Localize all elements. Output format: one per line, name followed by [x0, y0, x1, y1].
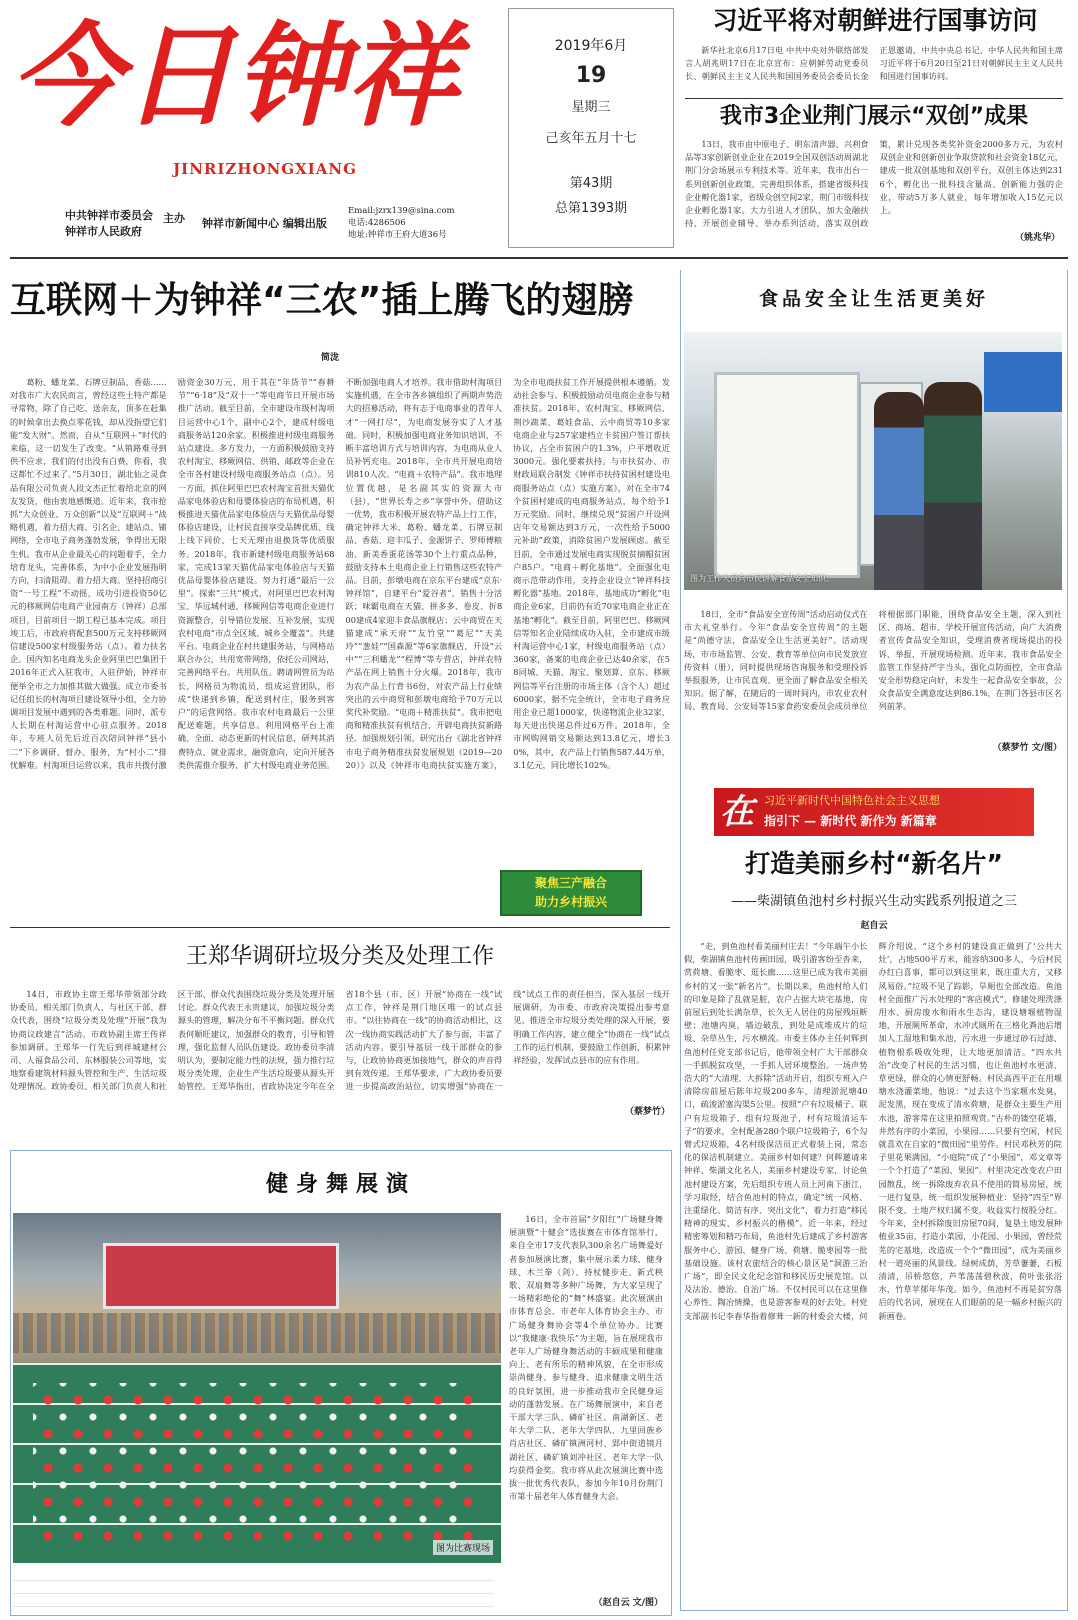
- author-village: 赵自云: [860, 921, 888, 931]
- divider-under-masthead: [10, 257, 1068, 259]
- date-lunar: 己亥年五月十七: [545, 131, 637, 146]
- issue-number: 第43期: [569, 176, 613, 191]
- dance-photo-caption: 图为比赛现场: [433, 1540, 493, 1555]
- article-dance-body: 16日，全市首届“夕阳红”广场健身舞展演暨“十健会”选拔赛在市体育馆举行，来自全市17支代表队300余名广场舞爱好者参加展演比赛，集中展示柔力球、健身球、木兰拳（剑）、持杖健步走、新式秧歌、双扇舞等多种广场舞，为大家呈现了一场精彩绝伦的“舞”林盛宴。此次展演由市体育总会、市老年人体育协会主办、市广场健身舞协会等4个单位协办。比赛以“我健康·我快乐”为主题，旨在展现我市老年人广场健身舞活动的丰硕成果和健康向上、老有所乐的精神风貌，在全市形成崇尚健身、参与健身、追求健康文明生活的良好氛围，进一步推动我市全民健身运动的蓬勃发展。在广场舞展演中，来自老干部大学三队、磷矿社区、南湖新区、老年大学二队、老年大学四队、九里回族乡肖店社区、磷矿镇洲河村、郢中街道镜月湖社区、磷矿镇刘冲社区、老年大学一队均获得金奖。我市将从此次展演比赛中选拔一批优秀代表队，参加今年10月份荆门市第十届老年人体育健身大会。: [509, 1214, 663, 1502]
- food-safety-photo: [684, 332, 1062, 590]
- headline-main: 互联网＋为钟祥“三农”插上腾飞的翅膀: [10, 280, 634, 321]
- total-issue-number: 总第1393期: [554, 201, 628, 216]
- subheadline-village: ——柴湖镇鱼池村乡村振兴生动实践系列报道之三: [730, 894, 1017, 909]
- date-year-month: 2019年6月: [554, 38, 628, 54]
- sponsor-2: 钟祥市人民政府: [65, 225, 142, 238]
- dance-frame: [10, 1150, 672, 1616]
- contact-email: Email:jzrx139@sina.com: [348, 206, 455, 216]
- byline-innovation: （姚兆华）: [1014, 233, 1060, 243]
- article-garbage: [10, 988, 670, 1118]
- sponsor-1: 中共钟祥市委员会: [65, 209, 153, 222]
- dance-stage-banner: [103, 1243, 339, 1309]
- article-dance-right: [509, 1213, 663, 1563]
- dance-crowd-stands: [13, 1313, 501, 1353]
- article-village: [684, 940, 1062, 1606]
- headline-food-safety: 食品安全让生活更美好: [758, 288, 989, 310]
- food-person-2: [924, 382, 982, 590]
- article-xi-visit: [685, 44, 1063, 96]
- series-banner-char: 在: [720, 792, 754, 832]
- badge-three-industries: [500, 870, 642, 916]
- publisher: 钟祥市新闻中心 编辑出版: [202, 217, 327, 230]
- author-main: 简泷: [320, 353, 339, 363]
- article-xi-visit-body: 新华社北京6月17日电 中共中央对外联络部发言人胡兆明17日在北京宣布：应朝鲜劳动党委员长、朝鲜民主主义人民共和国国务委员会委员长金正恩邀请，中共中央总书记、中华人民共和国主席习近平将于6月20日至21日对朝鲜民主主义人民共和国进行国事访问。: [685, 45, 1063, 82]
- article-innovation: [685, 138, 1063, 244]
- dance-performers: [33, 1383, 473, 1543]
- food-person-1: [874, 392, 924, 590]
- series-banner-line-1: 习近平新时代中国特色社会主义思想: [764, 794, 940, 807]
- article-village-body: “走，到鱼池村看美丽村庄去！”今年端午小长假，柴湖镇鱼池村传画田园，吸引游客纷至沓来，赏荷塘、看脆枣、逛长廊……这里已成为我市美丽乡村的又一张“新名片”。长期以来，鱼池村给人们的印象是除了乱就是脏，农户占据大块宅基地，房前屋后到处长满杂草，长久无人居住的房屋残垣断壁；池塘内臭，墙边破乱，到处是成堆成片的垃圾、杂草丛生，污水横流。市委主体办主任何辉到鱼池村任党支部书记后，他带领全村广大干部群众一手抓脱贫攻坚，一手抓人居环境整治。一场声势浩大的“大清理、大拆除”活动开启，组织专班入户清除房前屋后陈年垃圾200多车，清理淤泥塘40口，疏浚淤塞沟渠5公里。按照“户有垃圾桶子、联户有垃圾箱子、组有垃圾池子，村有垃圾清运车子”的要求，全村配备280个联户垃圾箱子，6个勾臂式垃圾箱，4名村级保洁员正式着装上岗，常态化的保洁机制建立。美丽乡村如何建？何辉邀请来钟祥、柴湖文化名人，美丽乡村建设专家，讨论鱼池村建设方案，先后组织专班人员上河南下浙江，学习取经，结合鱼池村的特点，确定“统一风格、注重绿化、简洁有序、突出文化”，着力打造“移民精神的现实、乡村振兴的楷模”。近一年来，经过精密筹划和精巧布局，鱼池村先后建成了乡村游客服务中心、游园、健身广场、荷塘、脆枣园等一批基础设施。该村农旅结合的核心景区是“洞游三治广场”，即全民文化纪念馆和移民历史展览馆。以及法治、德治、自治广场。不仅村民可以在这里修心养性、陶冶情操，也是游客参观的好去处。村党支部副书记李春华指着修葺一新的村委会大楼，何辉介绍说，“这个乡村的建设真正做到了‘公共大灶’，占地500平方米，能容纳300多人，今后村民办红白喜事，都可以到这里来，既庄重大方，又移风易俗。”垃圾不见了踪影，旱厕也全部改造。鱼池村全面推广污水处理的“客店模式”，修建处理洗涤用水、厨房废水和雨水生态沟，建设塘堰植物湿地，开展厕所革命，水冲式厕所在三格化粪池后增加人工湿地和集水池，污水进一步通过砂石过滤、植物根系吸收处理，让大地更加清洁。“四水共治”改变了村民的生活习惯，也让鱼池村水更清、草更绿，群众的心情更舒畅。村民高西平正在用堰塘水浇灌菜地，他说：“过去这个当家堰水发臭，泥发黑，现在变成了清水荷塘，是群众主要生产用水池，游客常在这里拍照观赏。”古朴的镂空花墙，井然有序的小菜园，小果园……只要有空闲，村民就喜欢在自家的“微田园”里劳作。村民邓秋芳的院子里花果满园，“小庭院”成了“小果园”，邓文章等一个个打造了“菜园、果园”。村里决定改变农户田园散乱，统一拆除废弃农具不使用的简易房屋，统一进行复垦，统一组织发展种植业：坚持“四至”界限不变、土地产权归属不变，收益实行按股分红。今年来，全村拆除废旧房屋70间，复垦土地发展种植业35亩，打造小菜园，小花园、小果园，曾经荒芜的宅基地，改造成一个个“微田园”，成为美丽乡村一道亮丽的风景线。绿树成荫，芳草萋萋，石板清清，吊桥悠悠，芦苇荡荡碧秋波，荷叶张张浴水，竹草苹郁年华茂。如今，鱼池村不再是贫穷落后的代名词，展现在人们眼前的是一幅乡村振兴的新画卷。: [684, 941, 1062, 1321]
- right-column-frame: [682, 270, 1066, 1612]
- dance-photo: [13, 1213, 501, 1563]
- article-main-body: 葛粉、蟠龙菜、石牌豆制品、香菇……对我市广大农民而言，曾经这些土特产都是寻常物，除了自己吃、送亲友，顶多在赶集的时候拿出去换点零花钱，却从没指望它们能“发大财”。然而，自从“互联网＋”时代的来临，这一切发生了改变。“从销路难寻到供不应求，我们的付出没有白费，你看，我这都忙不过来了。”5月30日，湖北仙之灵食品有限公司负责人段文杰正忙着给北京的网友发货，他由衷地感慨道。近年来，我市抢抓“大众创业、万众创新”以及“互联网＋”战略机遇，着力招大商、引名企、建站点、铺网络，全市电子商务蓬勃发展，争得出无限生机。我市从企业最关心的问题着手，全力培育龙头，完善体系，为中小企业发展指明方向，扫清阻碍。着力招大商。坚持招商引资“一号工程”不动摇，成功引进投资50亿元的移厥网信电商产业园南方（钟祥）总部项目，目前项目一期工程已基本完成。项目竣工后，市政府将配套500万元支持移厥网信建设500家村级服务站（点）。着力扶名企。国内知名电商龙头企业阿里巴巴集团于2016年正式入驻我市，入驻伊始，钟祥市便举全市之力加推其做大做强。成立市委书记任组长的村淘项目建设领导小组，全力协调项目发展中遇到的各类难题。同时，派专人长期在村淘运营中心驻点服务。2018年，专班人员先后近百次陪同钟祥“县小二”下乡调研、督办、服务，为“村小二”排忧解难。村淘项目运营以来，我市共拨付激励资金30万元，用于其在“年货节”“春耕节”“6·18”及“双十一”等电商节日开展市场推广活动。截至目前，全市建设市级村淘项目运营中心1个，副中心2个，建成村级电商服务站120余家。积极推进村级电商服务站点建设。多方发力，一方面积极鼓励支持农村淘宝、移厥网信、供销、邮政等企业在全市各村建设村级电商服务站点（点）。另一方面，抓住阿里巴巴农村淘宝首批天猫优品家电体验店和母婴体验店的布局机遇，积极推进天猫优品家电体验店与天猫优品母婴体验店建设，让村民直接享受品牌优质、线上线下同价、七天无理由退换货等优质服务。2018年，我市新建村级电商服务站68家，完成13家天猫优品家电体验店与天猫优品母婴体验店建设。努力打通“最后一公里”。探索“三共”模式，对阿里巴巴农村淘宝、华远城村通、移厥网信等电商企业进行资源整合，引导错位发展、互补发展，实现农村电商“市点全区域、城乡全覆盖”。共建平台。电商企业在村共建服务站，与网格站联合办公，共用宽带网络，依托公司网站，完善网络平台。共用队伍。聘请网管员为站长，网格员为物流员，组成运营团队，形成“快递到乡镇，配送到村庄，服务到客户”的运营网络。我市农村电商最后一公里配送难题，共享信息。利用网格平台上准确、全面、动态更新的村民信息，研判其消费特点、就业需求，融资意向，定向开展各类供需推介服务，扩大村级电商业务范围。不断加强电商人才培养。我市借助村淘项目实施机遇，在全市各乡镇组织了两期声势浩大的招募活动，将有志于电商事业的青年人才“一网打尽”，为电商发展夯实了人才基础。同时，积极加强电商业务知识培训，不断丰富培训方式与培训内容，为电商从业人员补钙充电。2018年，全市共开展电商培训810人次。“电商＋农特产品”。我市地理位置优越，是名副其实的资源大市（县），“世界长寿之乡”享誉中外。借助这一优势，我市积极开展农特产品上行工作，确定钟祥大米、葛粉、蟠龙菜、石牌豆制品、香菇、迎丰瓜子、金源饼子、罗师傅粮油、新美香蛋花汤等30个上行重点品种，鼓励支持本土电商企业上行销售这些农特产品。目前，彭墩电商在京东平台建成“京东·钟祥馆”，自建平台“爱谷者”，销售十分活跃；味霸电商在天猫、拼多多、卷皮、折800建成4家迎丰食品旗舰店；云中商贸在天猫建成“承天府”“友竹堂”“葛尼”“天美玲”“葱娃”“国森源”等6家旗舰店，开设“云中”“三利蟠龙”“程博”等专营店，钟祥农特产品在网上销售十分火爆。2018年，我市为农产品上行背书6份，对农产品上行业绩突出的云中商贸和彭墩电商给予70万元以奖代补奖励。“电商＋精准扶贫”。我市把电商和精准扶贫有机结合，开辟电商扶贫新路径。加强规划引领。研究出台《湖北省钟祥市电子商务精准扶贫发展规划（2019—2020）》以及《钟祥市电商扶贫实施方案》，为全市电商扶贫工作开展提供根本遵循。发动社会参与。积极鼓励动员电商企业参与精准扶贫。2018年，农村淘宝、移厥网信、荆沙蔬菜、葛娃食品、云中商贸等10多家电商企业与257家建档立卡贫困户签订帮扶协议，占全市贫困户的1.3%，户平增收近3000元。强化要素扶持。与市扶贫办、市财政局联合制发《钟祥市扶持贫困村建设电商服务站点（点）实施方案》，对在全市74个贫困村建成的电商服务站点，每个给予1万元奖励。同时，继续兑现“贫困户开设网店年交易额达到3万元，一次性给予5000元补助”政策，消除贫困户发展顾虑。截至目前，全市通过发展电商实现脱贫摘帽贫困户85户。“电商＋孵化基地”。全面强化电商示范带动作用，支持企业设立“钟祥科技孵化器”基地。2018年，基地成功“孵化”电商企业6家，目前仍有近70家电商企业正在基地“孵化”。截至目前，阿里巴巴、移厥网信等知名企业陆续成功入驻，全市建成市级村淘运营中心1家，村级电商服务站（点）360家，备案的电商企业已达40余家，在58同城、天猫、淘宝、聚划算、京东、移厥网信等平台注册的市场主体（含个人）超过6000家，据不完全统计，全市电子商务应用企业已超1000家，快递物流企业32家，每天进出快递总件过6万件。2018年，全市网购网销交易额达到13.8亿元，增长30%，其中，农产品上行销售587.44万单，3.1亿元，同比增长102%。: [10, 377, 670, 770]
- byline-garbage: （蔡梦竹）: [624, 1107, 670, 1117]
- divider-top-right-1: [685, 98, 1063, 99]
- masthead: [0, 0, 520, 250]
- article-dance-bottom-strip: [13, 1575, 493, 1611]
- sponsor-suffix: 主办: [163, 212, 185, 225]
- contact-phone: 电话:4286506: [348, 218, 406, 228]
- article-food-safety: [684, 608, 1062, 730]
- badge-line-1: 聚焦三产融合: [534, 876, 607, 890]
- sponsor-block: [65, 208, 225, 244]
- article-garbage-body: 14日，市政协主席王郑华带领部分政协委员、相关部门负责人、与社区干部、群众代表，围绕“垃圾分类及处理”开展“我为协商议政建言”活动。市政协副主席王传祥参加调研。王郑华一行先后到祥城建材公司、人福食品公司、东林服装公司等地，实地察看建筑材料源头管控和生产、生活垃圾处理情况。政协委员、相关部门负责人和社区干部、群众代表围绕垃圾分类及处理开展讨论。群众代表王永贵建议，加强垃圾分类源头的管理，解决分布不平衡问题。群众代表何顺旺建议，加强群众的教育，引导和管理，强化监督人员队伍建设。政协委员李清明认为，要制定能力性的法规，强力推行垃圾分类处理，企业生产生活垃圾要从源头开始管控。王郑华指出，省政协决定今年在全省18个县（市、区）开展“协商在一线”试点工作，钟祥是荆门地区唯一的试点县市。“以往协商在一线”的协商活动相比，这次一线协商实践活动扩大了参与面，丰富了活动内容。要引导基层一线干部群众的参与，让政协协商更加接地气，群众的声音得到有效传递。王郑华要求，广大政协委员要进一步提高政治站位，切实增强“协商在一线”试点工作的责任担当，深入基层一线开展调研，为市委、市政府决策提出参考意见。推进全市垃圾分类处理的深入开展，要明确工作内容，建立健全“协商在一线”试点工作的运行机制，要鼓励工作创新，积累钟祥经验，发挥试点县市的应有作用。: [10, 989, 670, 1092]
- series-banner-line-2: 指引下 — 新时代 新作为 新篇章: [764, 814, 937, 828]
- divider-main-bottom: [10, 927, 670, 928]
- byline-food-safety: （蔡梦竹 文/图）: [992, 743, 1062, 753]
- contact-address: 地址:钟祥市王府大道36号: [348, 230, 447, 240]
- headline-innovation: 我市3企业荆门展示“双创”成果: [719, 104, 1029, 129]
- logo-pinyin: JINRIZHONGXIANG: [173, 160, 357, 178]
- headline-xi-visit: 习近平将对朝鲜进行国事访问: [712, 6, 1038, 35]
- headline-garbage: 王郑华调研垃圾分类及处理工作: [185, 944, 494, 969]
- date-box: [508, 8, 674, 248]
- date-day: 19: [575, 63, 607, 88]
- food-tent: [984, 352, 1062, 412]
- logo-calligraphy: 今日钟祥: [10, 11, 458, 142]
- badge-line-2: 助力乡村振兴: [534, 895, 607, 909]
- article-innovation-body: 13日，我市由中原电子、明东清声器、兴利食品等3家创新创业企业在2019全国双创活动周湖北荆门分会场展示专利技术等。近年来，我市出台一系列创新创业政策，完善组织体系，搭建省级科技企业孵化器1家，省级众创空间2家，荆门市级科技企业孵化器1家。大力引进人才团队，加大金融扶持，开展创业辅导、举办系列活动，落实双创政策，累计兑现各类奖补资金2000多万元，为农村双创企业和创新创业争取贷款和社会资金18亿元，建成一批双创基地和双创平台，双创主体达到2316个，孵化出一批科技含量高、创新能力强的企业，带动5万多人就业，每年增加收入15亿元以上。: [685, 139, 1063, 229]
- headline-dance: 健身舞展演: [265, 1171, 416, 1197]
- date-weekday: 星期三: [571, 100, 611, 115]
- byline-dance: （赵自云 文/图）: [593, 1598, 663, 1608]
- food-photo-caption: 图为工作人员向市民讲解食品安全知识。: [690, 574, 834, 583]
- headline-village: 打造美丽乡村“新名片”: [745, 849, 1003, 878]
- series-banner: [714, 788, 1034, 836]
- contact-block: [348, 205, 508, 241]
- article-main: [10, 376, 670, 886]
- article-food-safety-body: 18日，全市“食品安全宣传周”活动启动仪式在市大礼堂举行。今年“食品安全宣传周”的主题是“尚德守法，食品安全让生活更美好”。活动现场，市市场监管、公安、教育等单位向市民发放宣传资料（册），同时提供现场咨询服务和受理投诉举报服务，让市民直观、更全面了解食品安全相关知识。据了解，在随后的一周时间内，市农业农村局、教育局、公安局等15家食药安委员会成员单位将根据部门职能，围绕食品安全主题，深入到社区、商场、超市、学校开展宣传活动，向广大消费者宣传食品安全知识，受理消费者现场提出的投诉、举报，开展现场检测。近年来，我市食品安全监管工作坚持严字当头，强化点防面控，全市食品安全形势稳定向好，未发生一起食品安全事故，公众食品安全满意度达到86.1%，在荆门各县市区名列前茅。: [684, 609, 1062, 712]
- food-display-board: [714, 372, 860, 578]
